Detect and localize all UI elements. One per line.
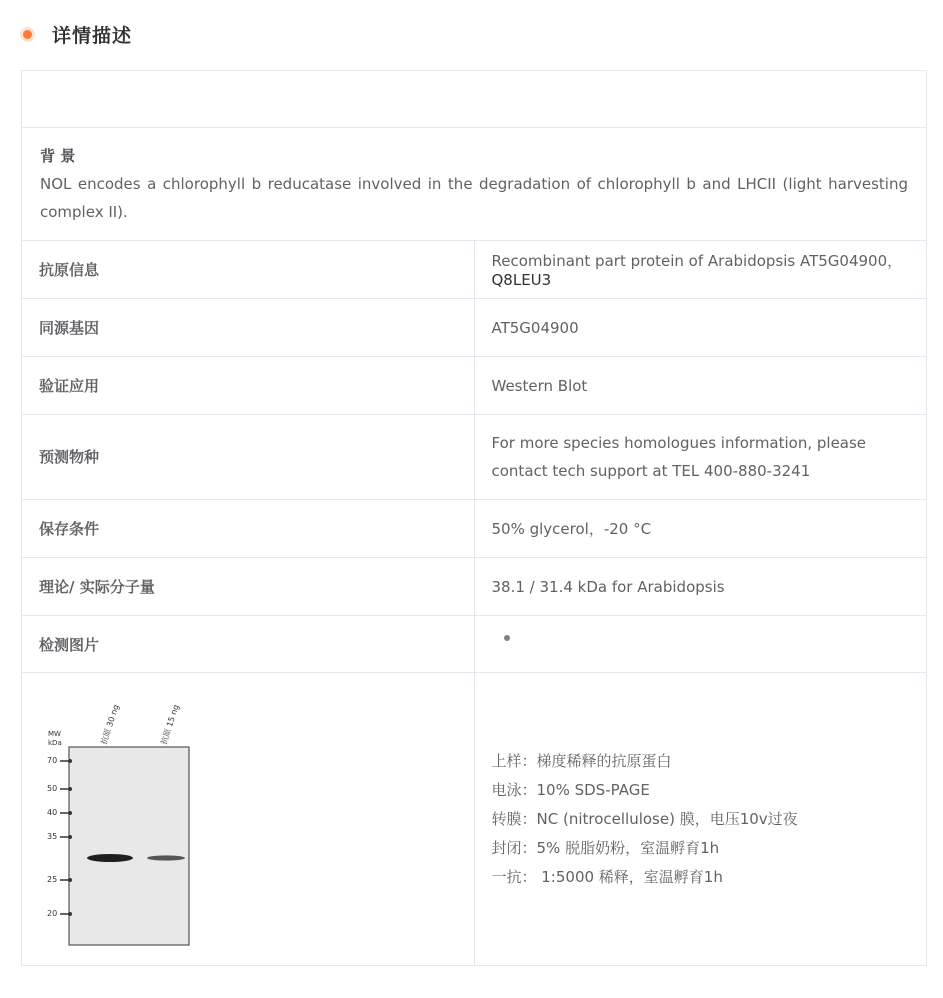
detail-table xyxy=(21,70,927,966)
antigen-text: Recombinant part protein of Arabidopsis AT5G04900， xyxy=(491,252,903,270)
marker-label: 50 xyxy=(47,784,58,793)
table-row xyxy=(22,128,927,241)
blot-markers xyxy=(47,756,72,918)
empty-cell xyxy=(22,71,927,128)
row-value: AT5G04900 xyxy=(474,299,927,357)
marker-label: 35 xyxy=(47,832,58,841)
blot-band xyxy=(87,854,133,862)
table-row xyxy=(22,558,927,616)
marker-label: 20 xyxy=(47,909,58,918)
background-cell xyxy=(22,128,927,241)
background-title: 背 景 xyxy=(40,147,76,165)
table-row xyxy=(22,299,927,357)
table-row xyxy=(22,500,927,558)
bullet-icon xyxy=(504,635,510,641)
marker-label: 40 xyxy=(47,808,58,817)
wb-condition-line: 电泳：10% SDS-PAGE xyxy=(491,780,650,799)
wb-condition-line: 一抗： 1:5000 稀释，室温孵育1h xyxy=(491,867,723,886)
table-row xyxy=(22,357,927,415)
wb-condition-line: 封闭：5% 脱脂奶粉，室温孵育1h xyxy=(491,838,720,857)
lane-label: 抗原 30 ng xyxy=(99,703,121,746)
marker-label: 25 xyxy=(47,875,58,884)
row-label: 抗原信息 xyxy=(22,241,475,299)
row-label: 保存条件 xyxy=(22,500,475,558)
row-label: 预测物种 xyxy=(22,415,475,500)
section-dot-icon xyxy=(23,30,32,39)
blot-kda-label: kDa xyxy=(48,739,62,747)
table-row xyxy=(22,241,927,299)
wb-condition-line: 转膜：NC (nitrocellulose) 膜，电压10v过夜 xyxy=(491,809,798,828)
wb-conditions xyxy=(492,747,910,892)
table-row xyxy=(22,616,927,673)
lane-label: 抗原 15 ng xyxy=(159,703,181,746)
row-value xyxy=(474,241,927,299)
row-label: 检测图片 xyxy=(22,616,475,673)
background-text: NOL encodes a chlorophyll b reducatase involved in the degradation of chlorophyll b and LHCII (light harvesting complex II). xyxy=(40,175,908,221)
table-row xyxy=(22,415,927,500)
row-value xyxy=(474,616,927,673)
western-blot-image-cell xyxy=(22,673,475,966)
table-row xyxy=(22,673,927,966)
uniprot-link[interactable]: Q8LEU3 xyxy=(491,271,552,289)
wb-conditions-cell xyxy=(474,673,927,966)
section-header xyxy=(20,18,132,50)
marker-label: 70 xyxy=(47,756,58,765)
wb-condition-line: 上样：梯度稀释的抗原蛋白 xyxy=(491,751,672,770)
row-label: 验证应用 xyxy=(22,357,475,415)
table-row xyxy=(22,71,927,128)
row-label: 同源基因 xyxy=(22,299,475,357)
row-value: 50% glycerol，-20 °C xyxy=(474,500,927,558)
western-blot-image xyxy=(22,673,222,961)
blot-membrane xyxy=(69,747,189,945)
row-value: Western Blot xyxy=(474,357,927,415)
blot-mw-label: MW xyxy=(48,730,61,738)
blot-band xyxy=(147,855,185,860)
section-title: 详情描述 xyxy=(52,24,133,47)
row-value: 38.1 / 31.4 kDa for Arabidopsis xyxy=(474,558,927,616)
row-label: 理论/ 实际分子量 xyxy=(22,558,475,616)
row-value: For more species homologues information, please contact tech support at TEL 400-880-3241 xyxy=(474,415,927,500)
